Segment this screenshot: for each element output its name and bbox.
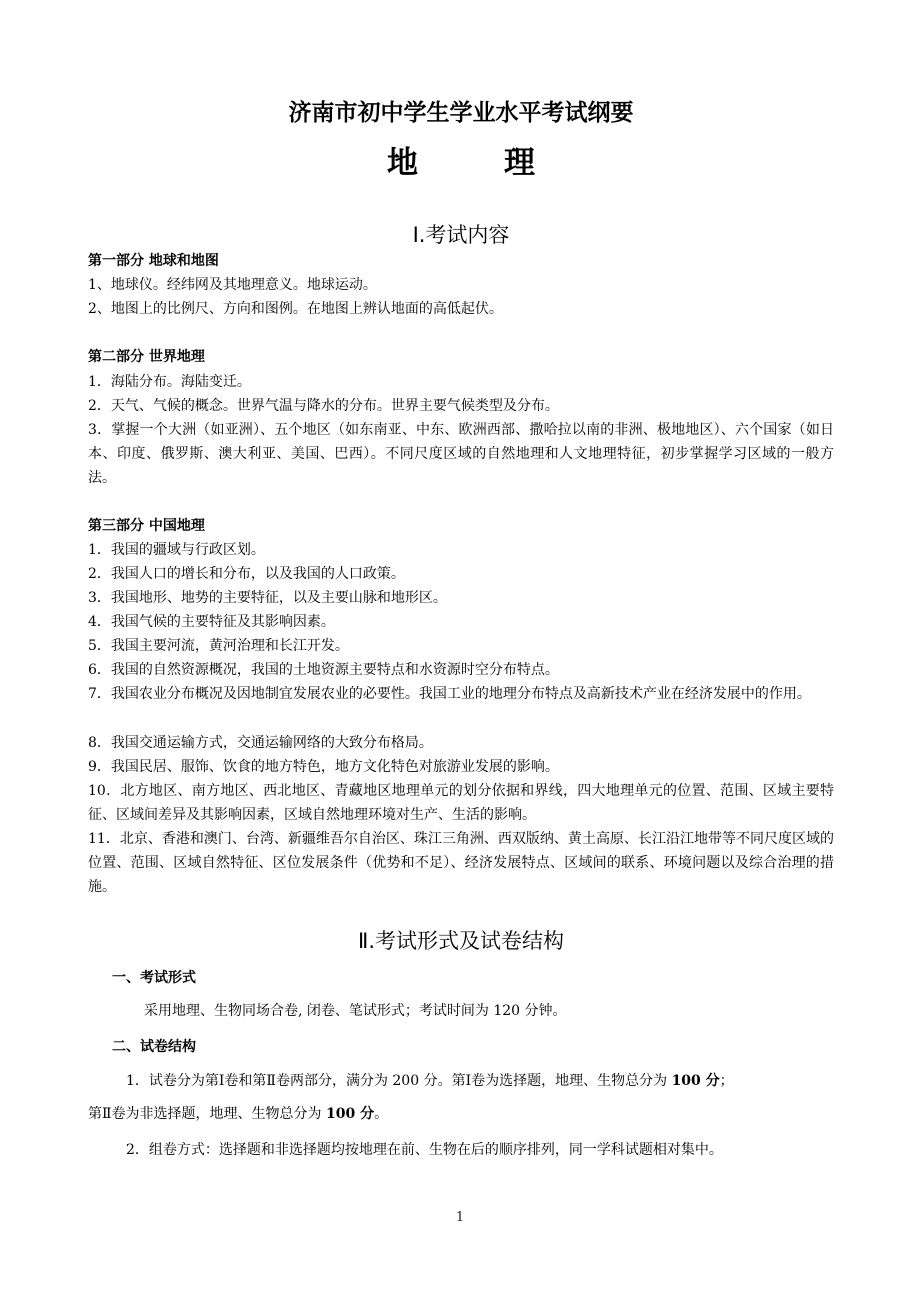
part-3-item: 5．我国主要河流，黄河治理和长江开发。 — [88, 638, 349, 654]
part-2-item: 2．天气、气候的概念。世界气温与降水的分布。世界主要气候类型及分布。 — [88, 398, 559, 414]
part-3-item: 1．我国的疆域与行政区划。 — [88, 542, 265, 558]
paper-structure-item-1-line-2 — [88, 1095, 834, 1133]
item-1-score-a: 100 分 — [671, 1073, 720, 1089]
subject-char-2: 理 — [504, 145, 535, 181]
item-1-text-a: 1．试卷分为第Ⅰ卷和第Ⅱ卷两部分，满分为 200 分。第Ⅰ卷为选择题，地理、生物总分为 — [126, 1073, 672, 1089]
paper-structure-heading: 二、试卷结构 — [112, 1039, 196, 1055]
part-3-heading: 第三部分 中国地理 — [88, 518, 205, 534]
document-title: 济南市初中学生学业水平考试纲要 — [288, 100, 634, 126]
exam-form-text: 采用地理、生物同场合卷, 闭卷、笔试形式；考试时间为 120 分钟。 — [144, 1003, 567, 1019]
part-3-item: 11．北京、香港和澳门、台湾、新疆维吾尔自治区、珠江三角洲、西双版纳、黄土高原、长江沿江地带等不同尺度区域的位置、范围、区域自然特征、区位发展条件（优势和不足）、经济发展特点、区域间的联系、环境问题以及综合治理的措施。 — [88, 831, 834, 895]
section-1-title: Ⅰ.考试内容 — [412, 223, 510, 247]
part-3-item: 7．我国农业分布概况及因地制宜发展农业的必要性。我国工业的地理分布特点及高新技术产业在经济发展中的作用。 — [88, 686, 811, 702]
item-1-score-b: 100 分 — [325, 1106, 375, 1122]
item-1-text-d: 第Ⅱ卷为非选择题，地理、生物总分为 — [88, 1106, 326, 1122]
section-2-title: Ⅱ.考试形式及试卷结构 — [357, 929, 564, 953]
part-1-item: 1、地球仪。经纬网及其地理意义。地球运动。 — [88, 277, 377, 293]
part-3-item: 6．我国的自然资源概况，我国的土地资源主要特点和水资源时空分布特点。 — [88, 662, 559, 678]
part-1-item: 2、地图上的比例尺、方向和图例。在地图上辨认地面的高低起伏。 — [88, 301, 503, 317]
part-3-item: 3．我国地形、地势的主要特征，以及主要山脉和地形区。 — [88, 590, 447, 606]
part-2-heading: 第二部分 世界地理 — [88, 349, 205, 365]
page-number: 1 — [455, 1210, 465, 1225]
item-1-text-c: ； — [719, 1073, 734, 1089]
paper-structure-item-2: 2．组卷方式：选择题和非选择题均按地理在前、生物在后的顺序排列，同一学科试题相对集中。 — [126, 1142, 723, 1158]
part-3-item: 4．我国气候的主要特征及其影响因素。 — [88, 614, 335, 630]
subject-title — [88, 140, 834, 186]
part-3-item: 10．北方地区、南方地区、西北地区、青藏地区地理单元的划分依据和界线，四大地理单元的位置、范围、区域主要特征、区域间差异及其影响因素，区域自然地理环境对生产、生活的影响。 — [88, 783, 834, 823]
subject-char-1: 地 — [387, 145, 418, 181]
part-3-item: 9．我国民居、服饰、饮食的地方特色，地方文化特色对旅游业发展的影响。 — [88, 759, 559, 775]
part-3-item: 2．我国人口的增长和分布，以及我国的人口政策。 — [88, 566, 405, 582]
part-3-item: 8．我国交通运输方式，交通运输网络的大致分布格局。 — [88, 735, 433, 751]
part-2-item: 1．海陆分布。海陆变迁。 — [88, 374, 251, 390]
exam-form-heading: 一、考试形式 — [112, 970, 196, 986]
part-2-item: 3．掌握一个大洲（如亚洲）、五个地区（如东南亚、中东、欧洲西部、撒哈拉以南的非洲、极地地区）、六个国家（如日本、印度、俄罗斯、澳大利亚、美国、巴西）。不同尺度区域的自然地理和人文地理特征，初步掌握学习区域的一般方法。 — [88, 422, 834, 486]
item-1-text-f: 。 — [374, 1106, 389, 1122]
part-1-heading: 第一部分 地球和地图 — [88, 253, 219, 269]
